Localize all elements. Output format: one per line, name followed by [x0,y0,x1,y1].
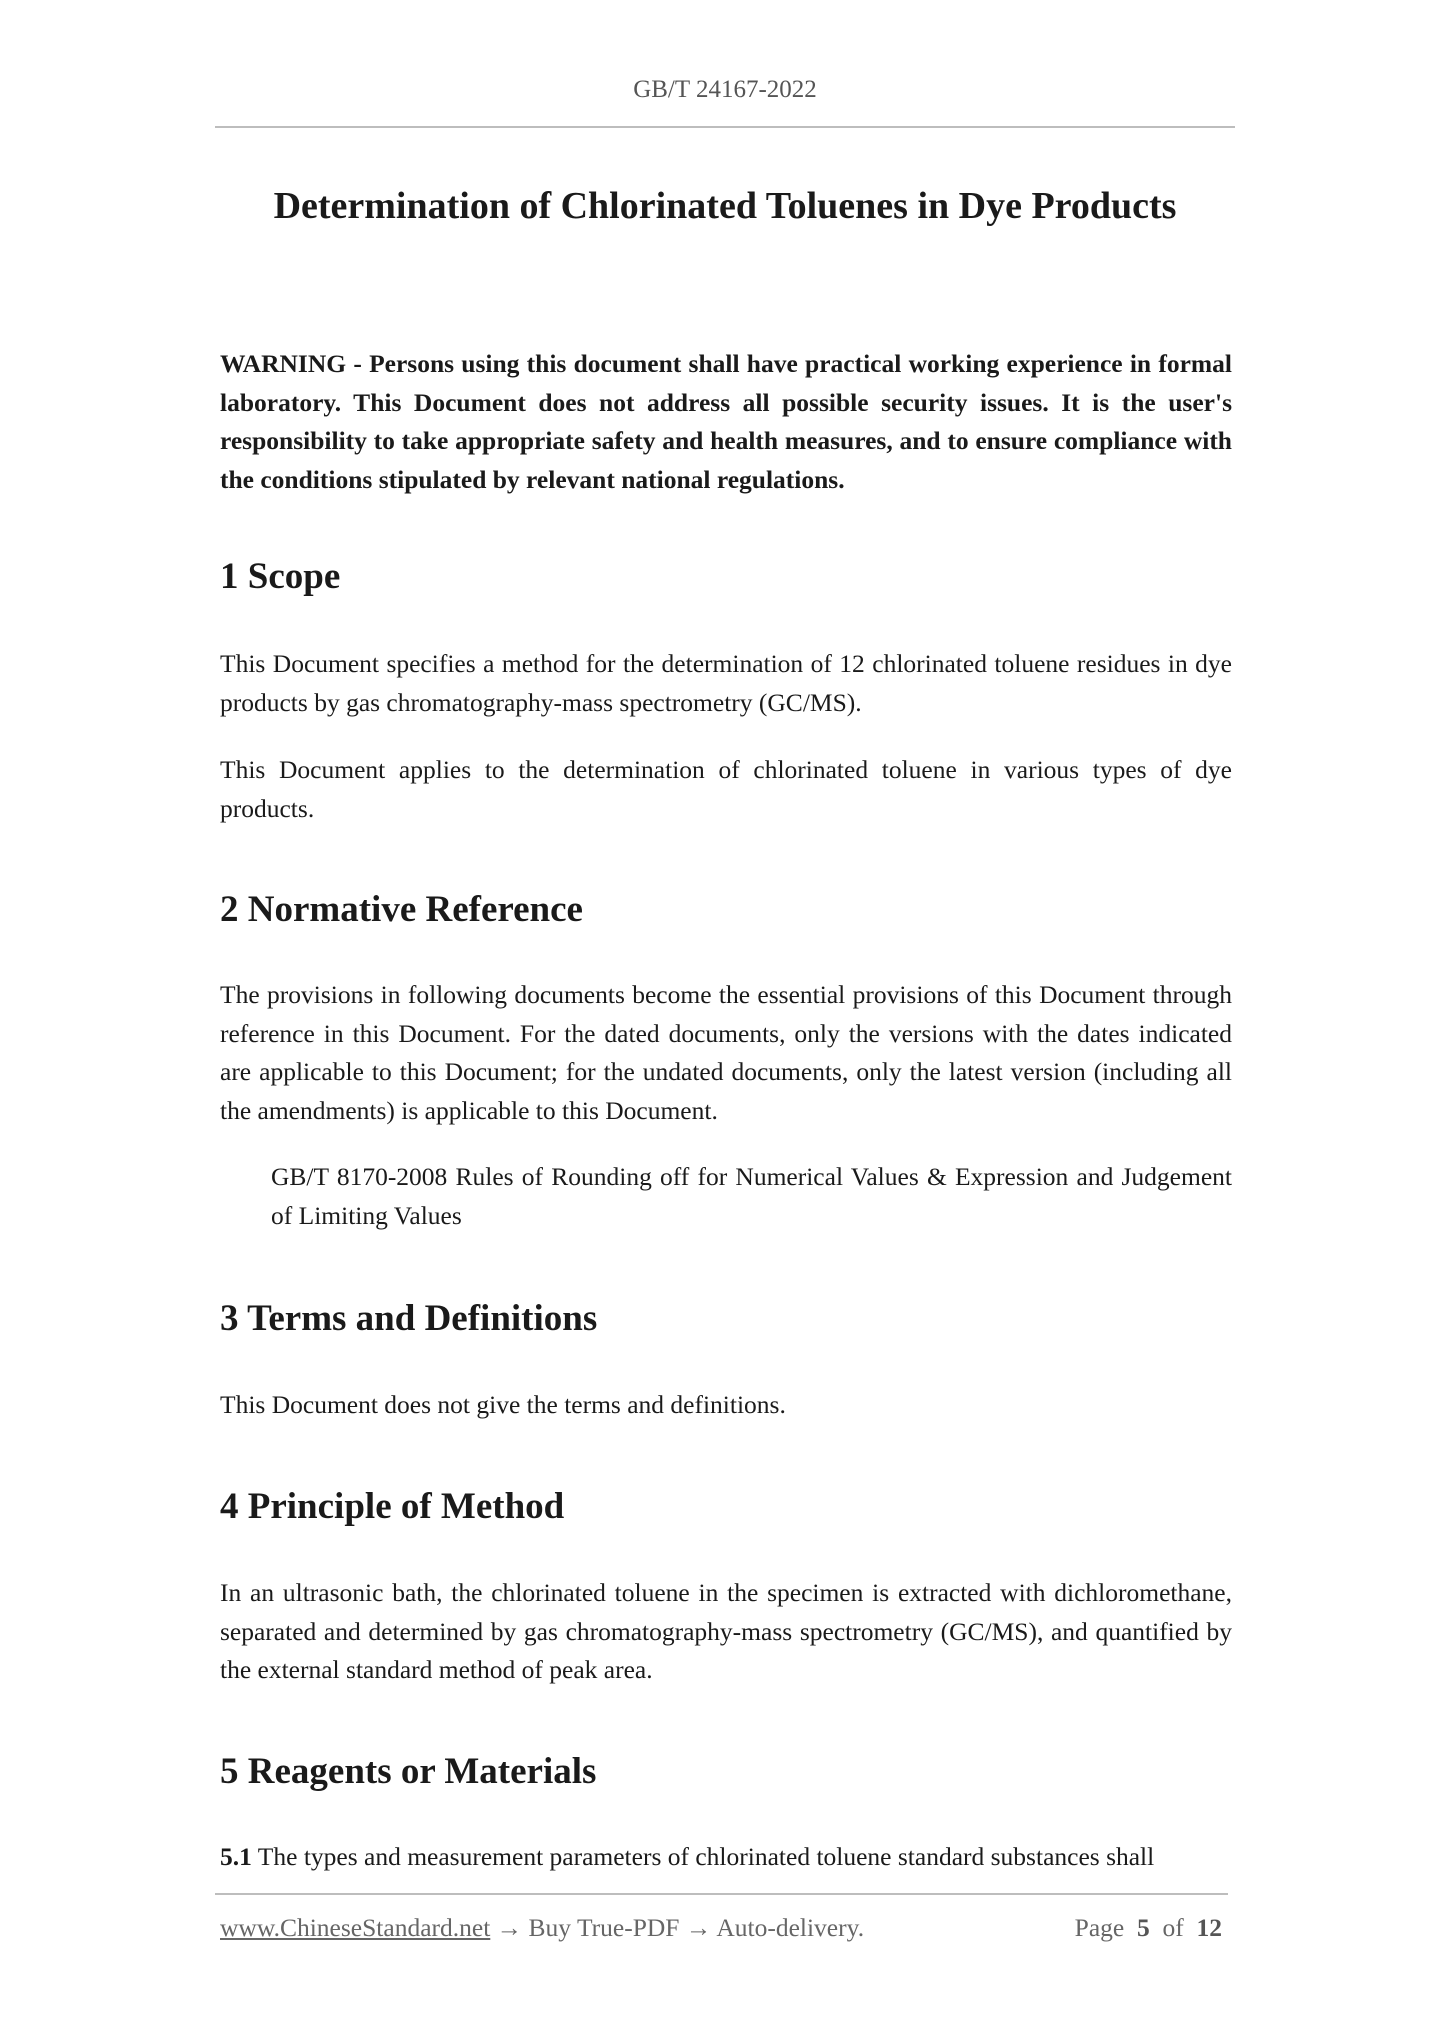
clause-number: 5.1 [220,1842,252,1871]
page-total: 12 [1196,1913,1222,1942]
section-heading-terms: 3 Terms and Definitions [220,1298,598,1339]
terms-paragraph-1: This Document does not give the terms and definitions. [220,1390,786,1419]
warning-paragraph: WARNING - Persons using this document shall have practical working experience in formal laboratory. This Document does not address all possible security issues. It is the user's responsibility to take appropriate safety and health measures, and to ensure compliance with the conditions stipulated by relevant national regulations. [220,349,1232,494]
footer-promo [220,1913,864,1943]
page-current: 5 [1137,1913,1150,1942]
section-heading-principle: 4 Principle of Method [220,1486,565,1527]
header-divider [215,126,1235,128]
buy-pdf-text: Buy True-PDF [528,1913,680,1942]
clause-text: The types and measurement parameters of chlorinated toluene standard substances shall [257,1842,1155,1871]
arrow-right-icon: → [496,1913,523,1942]
of-label: of [1162,1913,1184,1942]
page-header-doc-code: GB/T 24167-2022 [633,76,817,103]
document-title: Determination of Chlorinated Toluenes in Dye Products [273,185,1177,227]
page-indicator [1075,1913,1222,1943]
section-heading-scope: 1 Scope [220,556,341,597]
section-heading-reagents: 5 Reagents or Materials [220,1751,597,1792]
normative-paragraph-1: The provisions in following documents become the essential provisions of this Document through reference in this Document. For the dated documents, only the versions with the dates indicated are applicable to this Document; for the undated documents, only the latest version (including all the amendments) is applicable to this Document. [220,980,1232,1125]
scope-paragraph-2: This Document applies to the determination of chlorinated toluene in various types of dye products. [220,755,1232,823]
principle-paragraph-1: In an ultrasonic bath, the chlorinated toluene in the specimen is extracted with dichloromethane, separated and determined by gas chromatography-mass spectrometry (GC/MS), and quantified by the external standard method of peak area. [220,1578,1232,1684]
normative-reference-item: GB/T 8170-2008 Rules of Rounding off for Numerical Values & Expression and Judgement of Limiting Values [271,1162,1232,1230]
scope-paragraph-1: This Document specifies a method for the determination of 12 chlorinated toluene residues in dye products by gas chromatography-mass spectrometry (GC/MS). [220,649,1232,717]
arrow-right-icon: → [685,1913,712,1942]
footer-divider [215,1893,1228,1895]
reagents-clause-5-1 [220,1838,1232,1877]
auto-delivery-text: Auto-delivery. [716,1913,865,1942]
page-label: Page [1074,1913,1125,1942]
site-link[interactable]: www.ChineseStandard.net [220,1913,491,1942]
section-heading-normative-reference: 2 Normative Reference [220,889,583,930]
